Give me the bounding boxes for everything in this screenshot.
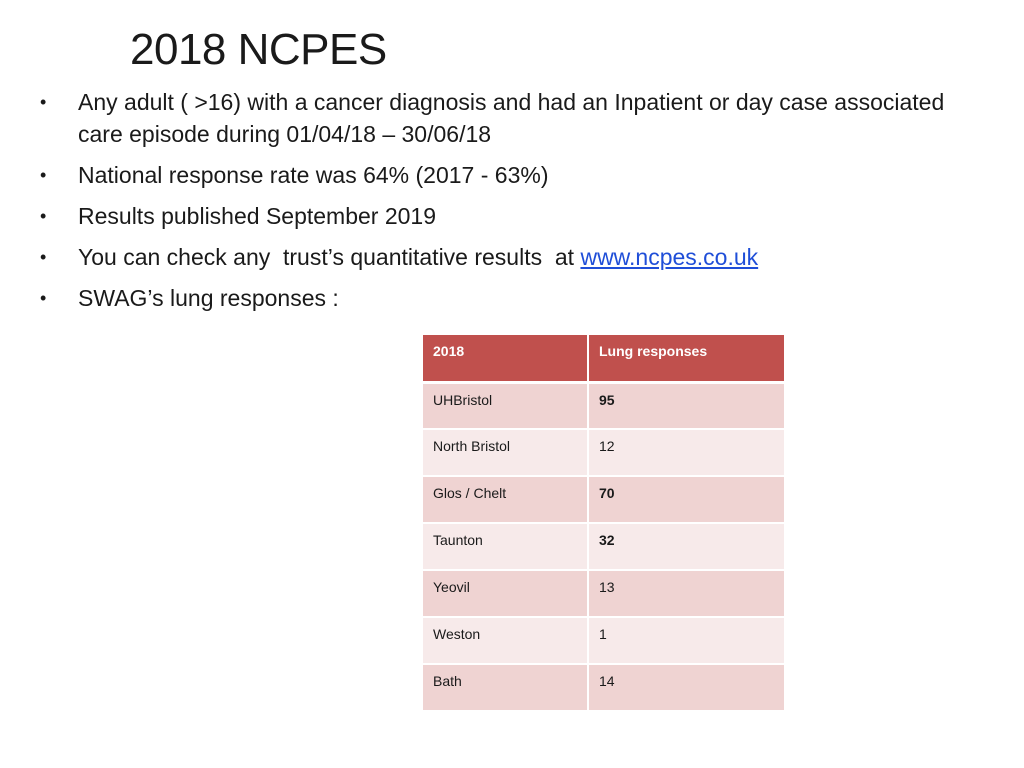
trust-name-cell: Glos / Chelt [423, 476, 588, 523]
table-row [423, 570, 785, 617]
bullet-icon: • [40, 92, 47, 112]
trust-name-cell: UHBristol [423, 382, 588, 429]
column-header-lung-responses: Lung responses [588, 335, 785, 382]
lung-responses-cell: 70 [588, 476, 785, 523]
bullet-item [38, 241, 978, 273]
lung-responses-cell: 14 [588, 664, 785, 711]
bullet-text: Any adult ( >16) with a cancer diagnosis and had an Inpatient or day case associated care episode during 01/04/18 – 30/06/18 [78, 89, 945, 147]
table-row [423, 429, 785, 476]
bullet-item [38, 200, 978, 232]
ncpes-website-link[interactable]: www.ncpes.co.uk [580, 244, 759, 270]
bullet-icon: • [40, 206, 47, 226]
lung-responses-cell: 95 [588, 382, 785, 429]
table-body [423, 382, 785, 711]
bullet-icon: • [40, 288, 47, 308]
lung-responses-cell: 13 [588, 570, 785, 617]
bullet-text: National response rate was 64% (2017 - 63%) [78, 162, 549, 188]
table-header-row [423, 335, 785, 382]
table-row [423, 382, 785, 429]
table-row [423, 476, 785, 523]
lung-responses-cell: 12 [588, 429, 785, 476]
bullet-text: Results published September 2019 [78, 203, 437, 229]
table-row [423, 617, 785, 664]
trust-name-cell: Taunton [423, 523, 588, 570]
trust-name-cell: Weston [423, 617, 588, 664]
bullet-icon: • [40, 247, 47, 267]
bullet-item [38, 159, 978, 191]
bullet-text: You can check any trust’s quantitative results at [78, 244, 581, 270]
table-row [423, 664, 785, 711]
column-header-year: 2018 [423, 335, 588, 382]
trust-name-cell: Yeovil [423, 570, 588, 617]
lung-responses-table [423, 335, 786, 712]
table-row [423, 523, 785, 570]
bullet-item [38, 282, 978, 314]
bullet-text: SWAG’s lung responses : [78, 285, 339, 311]
bullet-list [38, 86, 978, 323]
bullet-item [38, 86, 978, 150]
lung-responses-cell: 32 [588, 523, 785, 570]
lung-responses-table-container [423, 335, 786, 712]
bullet-icon: • [40, 165, 47, 185]
slide-title: 2018 NCPES [130, 25, 387, 74]
trust-name-cell: Bath [423, 664, 588, 711]
lung-responses-cell: 1 [588, 617, 785, 664]
trust-name-cell: North Bristol [423, 429, 588, 476]
